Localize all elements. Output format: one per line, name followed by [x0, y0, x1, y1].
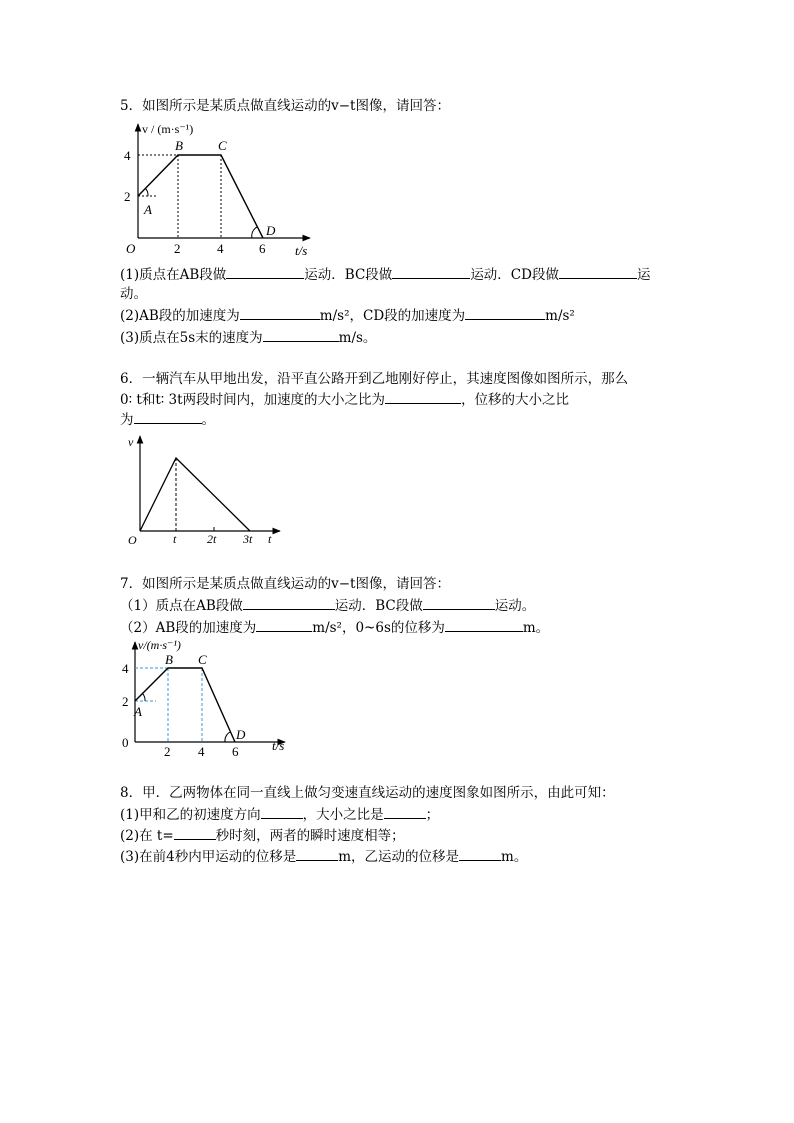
q5-blank-6[interactable]	[263, 328, 339, 342]
q6-xtick-3t: 3t	[243, 532, 253, 546]
q7-point-b: B	[165, 652, 173, 667]
q5-vt-graph	[120, 118, 320, 258]
q5-ytick-2: 2	[124, 189, 131, 204]
q6-x-label: t	[268, 532, 272, 546]
q8-part1: (1)甲和乙的初速度方向 ，大小之比是 ；	[120, 807, 440, 823]
q8-stem: 8．甲．乙两物体在同一直线上做匀变速直线运动的速度图象如图所示，由此可知：	[120, 785, 615, 801]
q7-ytick-4: 4	[122, 661, 129, 676]
q7-blank-4[interactable]	[445, 618, 523, 632]
q7-xtick-4: 4	[198, 744, 205, 759]
q7-blank-1[interactable]	[243, 596, 335, 610]
q7-ytick-2: 2	[122, 694, 129, 709]
q6-line3: 为 。	[120, 412, 215, 428]
q5-y-label: v / (m·s⁻¹)	[142, 122, 194, 136]
q5-xtick-6: 6	[259, 241, 266, 256]
q7-part1: （1）质点在AB段做 运动．BC段做 运动。	[120, 598, 536, 614]
q5-blank-3[interactable]	[559, 265, 637, 279]
q5-xtick-4: 4	[217, 241, 224, 256]
q5-blank-5[interactable]	[465, 306, 545, 320]
q5-point-b: B	[175, 138, 183, 153]
q7-point-d: D	[236, 727, 246, 742]
q5-point-d: D	[266, 223, 276, 238]
q5-part1-cont: 动。	[120, 286, 147, 302]
q6-blank-1[interactable]	[385, 390, 461, 404]
q7-vt-graph	[120, 636, 300, 761]
q6-line2: 0∶ t和t∶ 3t两段时间内，加速度的大小之比为 ，位移的大小之比	[120, 392, 570, 408]
q8-blank-5[interactable]	[459, 847, 501, 861]
q5-part2: (2)AB段的加速度为 m/s²，CD段的加速度为 m/s²	[120, 308, 575, 324]
q5-x-label: t/s	[295, 243, 308, 258]
q5-stem: 5．如图所示是某质点做直线运动的v−t图像，请回答：	[120, 98, 450, 114]
q6-origin: O	[128, 533, 137, 547]
q7-point-c: C	[198, 652, 207, 667]
q7-y-label: v/(m·s⁻¹)	[138, 638, 181, 652]
q5-blank-2[interactable]	[392, 265, 470, 279]
q7-ytick-0: 0	[122, 735, 129, 750]
q5-part3: (3)质点在5s末的速度为 m/s。	[120, 330, 377, 346]
q8-blank-2[interactable]	[384, 805, 426, 819]
q7-blank-3[interactable]	[256, 618, 312, 632]
q5-point-c: C	[218, 138, 227, 153]
q5-blank-4[interactable]	[240, 306, 320, 320]
q5-origin: O	[126, 241, 136, 256]
q5-xtick-2: 2	[174, 241, 181, 256]
q8-blank-1[interactable]	[261, 805, 303, 819]
q8-part2: (2)在 t= 秒时刻，两者的瞬时速度相等；	[120, 828, 405, 844]
q5-point-a: A	[144, 202, 152, 217]
q8-blank-4[interactable]	[296, 847, 338, 861]
q5-vt-line	[138, 155, 263, 238]
q7-x-label: t/s	[272, 738, 285, 753]
q6-line1: 6．一辆汽车从甲地出发，沿平直公路开到乙地刚好停止，其速度图像如图所示，那么	[120, 371, 629, 387]
q7-blank-2[interactable]	[423, 596, 495, 610]
q5-blank-1[interactable]	[226, 265, 304, 279]
q7-xtick-6: 6	[232, 744, 239, 759]
q5-ytick-4: 4	[124, 148, 131, 163]
q6-y-label: v	[128, 435, 134, 449]
q6-xtick-t: t	[173, 532, 177, 546]
q5-part1: (1)质点在AB段做 运动．BC段做 运动．CD段做 运	[120, 267, 651, 283]
q6-vt-line	[140, 458, 250, 531]
q7-vt-line	[135, 668, 235, 742]
q7-part2: （2）AB段的加速度为 m/s²，0~6s的位移为 m。	[120, 620, 550, 636]
q7-point-a: A	[134, 704, 142, 719]
q8-part3: (3)在前4秒内甲运动的位移是 m，乙运动的位移是 m。	[120, 849, 528, 865]
q6-vt-graph	[120, 432, 290, 552]
q6-blank-2[interactable]	[134, 410, 202, 424]
q8-blank-3[interactable]	[174, 826, 216, 840]
q6-xtick-2t: 2t	[207, 532, 217, 546]
q7-xtick-2: 2	[164, 744, 171, 759]
q7-stem: 7．如图所示是某质点做直线运动的v−t图像，请回答：	[120, 576, 450, 592]
